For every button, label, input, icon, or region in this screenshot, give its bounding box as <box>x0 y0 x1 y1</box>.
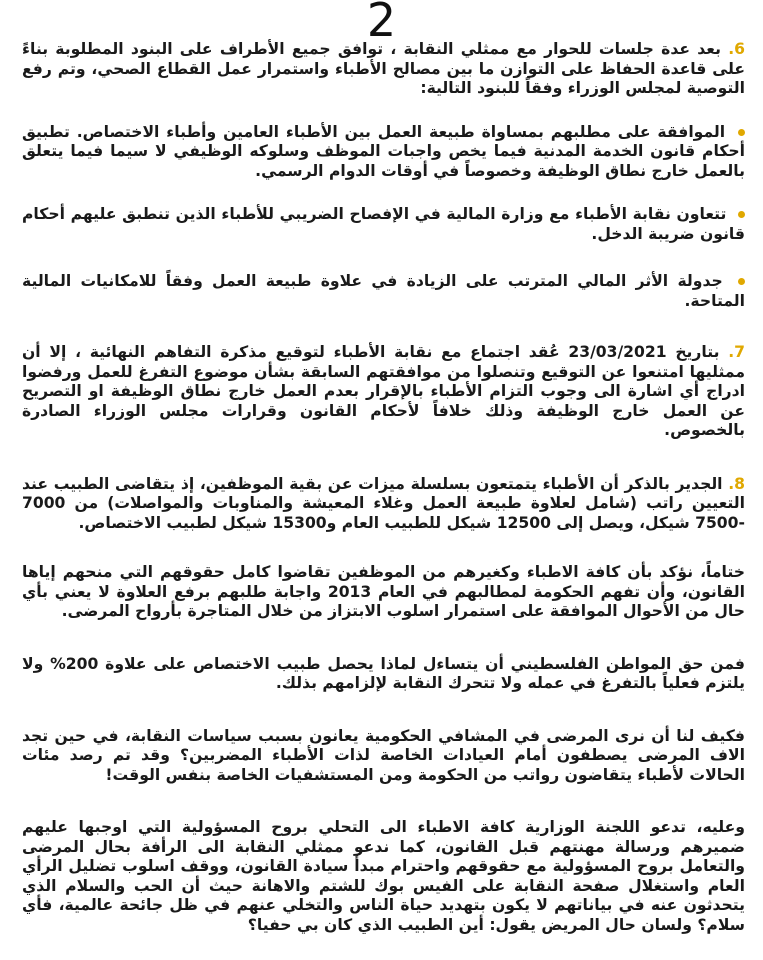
paragraph-item-6 <box>22 40 745 99</box>
paragraph-item-8 <box>22 475 745 534</box>
item-number: 8. <box>728 474 745 493</box>
bullet-text: تتعاون نقابة الأطباء مع وزارة المالية في الإفصاح الضريبي للأطباء الذين تنطبق عليهم أحكام قانون ضريبة الدخل. <box>22 205 745 243</box>
paragraph-text: بعد عدة جلسات للحوار مع ممثلي النقابة ، توافق جميع الأطراف على البنود المطلوبة بناءً على قاعدة الحفاظ على التوازن ما بين مصالح الأطباء واستمرار عمل القطاع الصحي، وتم رفع التوصية لمجلس الوزراء وفقاً للبنود التالية: <box>22 40 745 97</box>
document-body <box>22 40 745 935</box>
bullet-item <box>22 205 745 244</box>
page-number: 2 <box>366 0 397 47</box>
bullet-item <box>22 123 745 182</box>
paragraph-final: وعليه، تدعو اللجنة الوزارية كافة الاطباء الى التحلي بروح المسؤولية التي اوجبها عليهم ضميرهم ورسالة مهنتهم قبل القانون، كما ندعو ممثلي النقابة الى الرأفة بحال المرضى والتعامل بروح المسؤولية مع حقوقهم واحترام مبدأ سيادة القانون، ووقف اسلوب تضليل الرأي العام واستغلال صفحة النقابة على الفيس بوك للشتم والاهانة حيث أن الحب والسلام الذي يتحدثون عنه في بياناتهم لا يكون بتهديد حياة الناس والتخلي عنهم في ظل جائحة عالمية، فأي سلام؟ ولسان حال المريض يقول: أين الطبيب الذي كان بي حفيا؟ <box>22 818 745 934</box>
paragraph-how: فكيف لنا أن نرى المرضى في المشافي الحكومية يعانون بسبب سياسات النقابة، في حين تجد الاف المرضى يصطفون أمام العيادات الخاصة لذات الأطباء المضربين؟ وقد تم رصد مئات الحالات لأطباء يتقاضون رواتب من الحكومة ومن المستشفيات الخاصة بنفس الوقت! <box>22 726 745 784</box>
bullet-item <box>22 272 745 311</box>
paragraph-conclusion: ختاماً، نؤكد بأن كافة الاطباء وكغيرهم من الموظفين تقاضوا كامل حقوقهم التي منحهم إياها القانون، وأن تفهم الحكومة لمطالبهم في العام 2013 واجابة طلبهم برفع العلاوة لا يعني بأي حال من الأحوال الموافقة على استمرار اسلوب الابتزاز من خلال المتاجرة بأرواح المرضى. <box>22 563 745 620</box>
item-number: 7. <box>728 343 745 361</box>
bullet-dot-icon <box>738 129 745 136</box>
paragraph-question: فمن حق المواطن الفلسطيني أن يتساءل لماذا يحصل طبيب الاختصاص على علاوة 200% ولا يلتزم فعلياً بالتفرغ في عمله ولا تتحرك النقابة لإلزامهم بذلك. <box>22 654 745 692</box>
paragraph-item-7 <box>22 343 745 441</box>
bullet-text: الموافقة على مطلبهم بمساواة طبيعة العمل بين الأطباء العامين وأطباء الاختصاص. تطبيق أحكام قانون الخدمة المدنية فيما يخص واجبات الموظف وسلوكه الوظيفي لا سيما فيما يتعلق بالعمل خارج نطاق الوظيفة وخصوصاً في أوقات الدوام الرسمي. <box>22 122 745 180</box>
bullet-dot-icon <box>738 278 745 285</box>
item-number: 6. <box>728 40 745 58</box>
paragraph-text: الجدير بالذكر أن الأطباء يتمتعون بسلسلة ميزات عن بقية الموظفين، إذ يتقاضى الطبيب عند التعيين راتب (شامل لعلاوة طبيعة العمل وغلاء المعيشة والمناوبات والمواصلات) من 7000 -7500 شيكل، ويصل إلى 12500 شيكل للطبيب العام و15300 شيكل لطبيب الاختصاص. <box>22 474 745 532</box>
bullet-dot-icon <box>738 211 745 218</box>
bullet-text: جدولة الأثر المالي المترتب على الزيادة في علاوة طبيعة العمل وفقاً للامكانيات المالية المتاحة. <box>22 272 745 310</box>
paragraph-text: بتاريخ 23/03/2021 عُقد اجتماع مع نقابة الأطباء لتوقيع مذكرة التفاهم النهائية ، إلا أن ممثليها امتنعوا عن التوقيع وتنصلوا من موافقتهم السابقة بشأن موضوع التفرغ للعمل ورفضوا ادراج أي اشارة الى وجوب التزام الأطباء بالإقرار بعدم العمل خارج نطاق الوظيفة او التصريح عن العمل خارج الوظيفة وذلك خلافاً لأحكام القانون وقرارات مجلس الوزراء الصادرة بالخصوص. <box>22 343 745 439</box>
